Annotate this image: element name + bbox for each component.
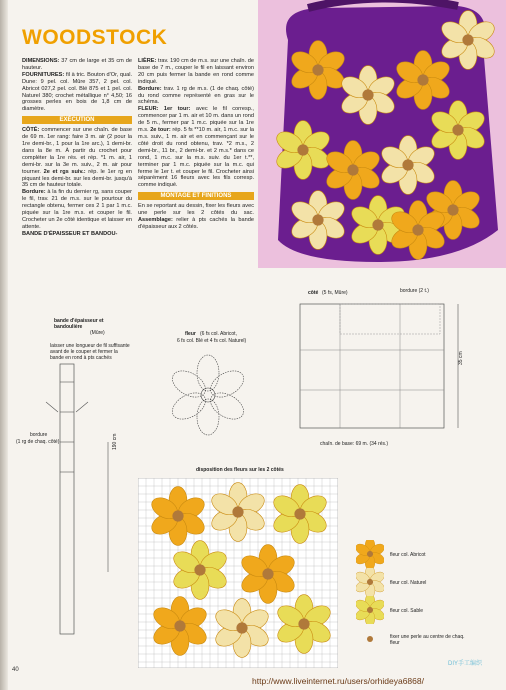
text-column-1 — [22, 58, 132, 238]
chain-label: chaîn. de base: 69 m. (34 rés.) — [320, 441, 389, 447]
band-diagram — [8, 312, 138, 672]
legend-flower — [356, 596, 384, 624]
band-title: bande d'épaisseur et bandoulière — [54, 318, 104, 330]
dimensions-text: 37 cm de large et 35 cm de hauteur. — [22, 58, 132, 71]
rows-text: rép. le 1er rg en piquant les demi-br. sur les demi-br. jusqu'à 35 cm de hauteur totale. — [22, 168, 133, 189]
footer-url[interactable]: http://www.liveinternet.ru/users/orhideya6868/ — [252, 676, 424, 686]
page-number: 40 — [12, 667, 19, 673]
petal-chart — [168, 387, 210, 424]
legend-flower — [356, 540, 384, 568]
materials-label: FOURNITURES: — [22, 71, 65, 78]
side-border-label: bordure (2 t.) — [400, 288, 429, 294]
band-length: 190 cm — [112, 433, 118, 450]
side-color: (5 fs, Mûre) — [322, 290, 348, 296]
side-height: 35 cm — [458, 351, 464, 365]
legend-flower — [356, 568, 384, 596]
joining-text: relier à pts cachés la bande d'épaisseur aux 2 côtés. — [138, 216, 254, 230]
legend-label-sable: fleur col. Sable — [390, 608, 424, 614]
legend-label-abricot: fleur col. Abricot — [390, 552, 426, 558]
petal-chart — [197, 399, 219, 435]
flower-title: fleur — [185, 331, 196, 337]
bag-photo — [258, 0, 506, 268]
band-border-sub: (1 rg de chaq. côté) — [16, 439, 60, 445]
flower-line-2: 6 fs col. Blé et 4 fs col. Naturel) — [177, 338, 247, 344]
watermark: DIY手工编织 — [448, 661, 483, 667]
border-text: à la fin du dernier rg, sans couper le fil, trav. 21 de m.s. sur le pourtour du rectangle obtenu, fermer ces 2 1 par 1 m.c. piquée sur la 1re m.s. et couper le fil. Crocheter un 2e côté identique et laisser en attente. — [22, 189, 132, 230]
side-diagram — [290, 290, 470, 450]
side-label: CÔTÉ: — [22, 127, 40, 134]
strap-border-label: Bordure: — [138, 85, 162, 92]
legend-label-bead: fixer une perle au centre de chaq. fleur — [390, 634, 465, 646]
flower-naturel-icon — [356, 568, 384, 596]
legend-item-sable — [356, 596, 476, 624]
legend-item-naturel — [356, 568, 476, 596]
flower-diagram — [168, 350, 258, 440]
layout-grid — [138, 478, 338, 668]
strap-border-text: trav. 1 rg de m.s. (1 de chaq. côté) du rond comme représenté en gras sur le schéma. — [138, 85, 254, 106]
flower-line-1: (6 fs col. Abricot, — [200, 331, 237, 337]
materials-text: fil à tric. Bouton d'Or, qual. Dune: 9 pel. col. Mûre 357, 2 pel. col. Abricot 027,2 pel. col. Blé 875 et 1 pel. col. Naturel 380; crochet métallique n° 4,50; 16 grosses perles en bois de 1,8 cm de diamètre. — [22, 71, 132, 113]
border-label: Bordure: — [22, 189, 46, 196]
flower-sable-icon — [356, 596, 384, 624]
legend — [356, 540, 476, 652]
rows-label: 2e et rgs suiv.: — [43, 168, 86, 175]
band-header: BANDE D'ÉPAISSEUR ET BANDOU- — [22, 230, 118, 237]
side-text: commencer sur une chaîn. de base de 69 m. 1er rang: faire 3 m. air (2 pour la 1re demi-br., 1 pour la 1re arc.), 1 demi-br. dans la 8e m. À partir du crochet pour compléter la 1re rés. et rép. *1 m. air, 1 demi-br. sur la 3e m. suiv., 2 m. air pour tourner. — [22, 127, 133, 175]
strap-label: LIÈRE: — [138, 58, 157, 64]
strap-text: trav. 190 cm de m.s. sur une chaîn. de base de 7 m., couper le fil en laissant environ 20 cm puis fermer la bande en rond comme indiqué. — [138, 58, 254, 85]
petal-chart — [206, 365, 248, 402]
side-title: côté — [308, 290, 319, 296]
text-column-2 — [138, 58, 254, 231]
band-note: laisser une longueur de fil suffisante avant de le couper et fermer la bande en rond à pts cachés — [50, 343, 130, 361]
round1-label: 1er tour: — [163, 106, 191, 113]
petal-chart — [206, 387, 248, 424]
bag-illustration — [258, 0, 506, 268]
page-title: WOODSTOCK — [22, 26, 168, 49]
layout-title: disposition des fleurs sur les 2 côtés — [196, 467, 284, 473]
execution-header: EXÉCUTION — [22, 116, 132, 124]
dimensions-label: DIMENSIONS: — [22, 58, 60, 64]
round1-text: avec le fil corresp., commencer par 1 m. air et 10 m. dans un rond de 5 m., fermer par 1 m.c. piquée sur la 1re m.s. — [138, 106, 254, 134]
assembly-text: En se reportant au dessin, fixer les fleurs avec une perle sur les 2 côtés du sac. — [138, 203, 254, 217]
flower-abricot-icon — [356, 540, 384, 568]
bead-icon — [367, 636, 373, 642]
page-edge — [0, 0, 8, 690]
round2-label: 2e tour: — [150, 127, 171, 134]
legend-label-naturel: fleur col. Naturel — [390, 580, 427, 586]
band-color: (Mûre) — [90, 330, 105, 336]
joining-label: Assemblage: — [138, 216, 173, 223]
flower-label: FLEUR: — [138, 106, 159, 113]
assembly-header: MONTAGE ET FINITIONS — [138, 192, 254, 200]
legend-item-abricot — [356, 540, 476, 568]
petal-chart — [197, 355, 219, 391]
round2-text: rép. 5 fs **10 m. air, 1 m.c. sur la m.s. suiv., 1 m. air et en commençant sur le côté droit du rond obtenu, trav. *2 m.s., 2 demi-br., 11 br., 2 demi-br. et 2 m.s.* dans ce rond, 1 m.c. sur la m.s. suiv. du 1er t.**, terminer par 1 m.c. piquée sur la m.c. qui ferme le 1er t. et couper le fil. Crocheter ainsi séparément 16 fleurs avec les fils corresp. comme indiqué. — [138, 127, 254, 189]
legend-item-bead — [356, 624, 476, 652]
band-border-label: bordure — [30, 432, 48, 438]
petal-chart — [168, 365, 210, 402]
